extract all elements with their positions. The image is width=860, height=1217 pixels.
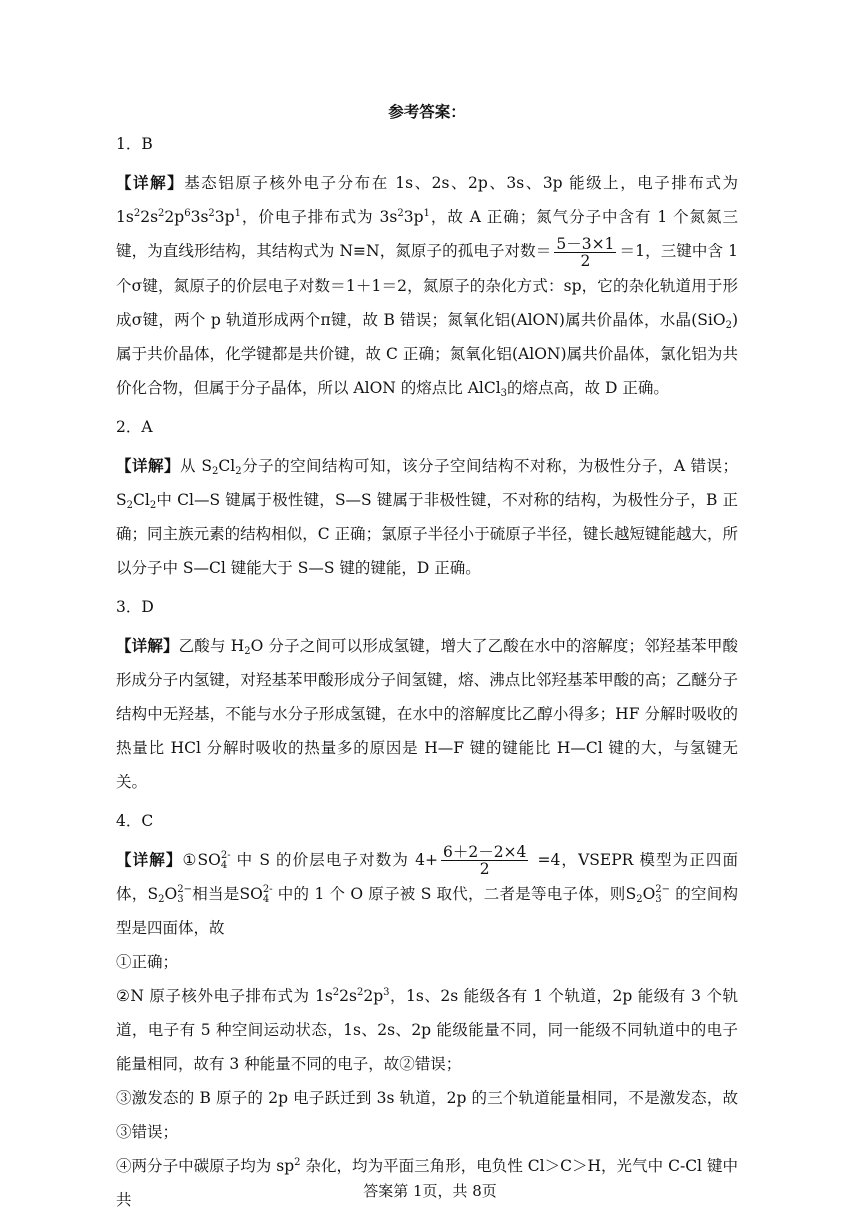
- ion-symbol: S: [147, 885, 159, 903]
- q2-tag: 【详解】: [116, 455, 180, 475]
- q4-heading: 4．C: [116, 811, 154, 830]
- q1-text: ＝1＋1＝2，氮原子的杂化方式：sp，它的杂化轨道用于形成σ键，两个 p 轨道形成两个π键，故 B 错误；氮氧化铝(AlON)属共价晶体，水晶(SiO: [116, 276, 738, 329]
- q4-text: ②N 原子核外电子排布式为 1s: [116, 987, 333, 1005]
- q4-text: ①正确；: [116, 953, 179, 971]
- q1-text: ＝1，三键中含 1 个σ键，氮原子的价层电子对数: [116, 242, 738, 295]
- page-footer: 答案第 1页，共 8页: [363, 1182, 497, 1200]
- answer-page: [116, 100, 738, 1217]
- q4-text: 杂化，均为平面三角形，电负性 Cl＞C＞H，光气中 C-Cl 键中共: [116, 1157, 738, 1209]
- q4-text: ①: [182, 850, 198, 869]
- fraction-numerator: 6＋2－2×4: [442, 843, 527, 861]
- q4-text: =4，VSEPR 模型为正四面体，: [116, 850, 738, 903]
- fraction-denominator: 2: [580, 251, 591, 270]
- q2-text: Cl: [218, 456, 236, 475]
- q1-text: 基态铝原子核外电子分布在 1s、2s、2p、3s、3p 能级上，电子排布式为 1s: [116, 174, 738, 226]
- q4-tag: 【详解】: [116, 849, 183, 869]
- ion-symbol: SO: [197, 850, 221, 869]
- q4-explanation: 【详解】①SO 2- 4 中 S 的价层电子对数为 4+ $\frac{6+2-2\times 4}{2}$ =4，VSEPR 模型为正四面体，$S_2O$ 2− 3 相当是SO 2- 4 中的 1 个 O 原子被 S 取代，二者是等电子体，则$S_2O$ 2− 3 的空间构型是四面体，故 ①正确；: [116, 843, 738, 971]
- q1-text: 式为 N≡N，氮原子的孤电子对数＝: [303, 242, 552, 260]
- q2-text: 中 Cl—S 键属于极性键，S—S 键属于非极性键，不对称的结构，为极性分子，B 正确；同主族元素的结构相似，C 正确；氯原子半径小于硫原子半径，键长越短键能越大，所以分子中 S—Cl 键能大于 S—S 键的键能，D 正确。: [116, 490, 738, 577]
- q3-heading: 3．D: [116, 597, 154, 616]
- q2-text: 从 S: [179, 456, 213, 475]
- q3-text: O 分子之间可以形成氢键，增大了乙酸在水中的溶解度；邻羟基苯甲酸形成分子内氢键，对羟基苯甲酸形成分子间氢键，熔、沸点比邻羟基苯甲酸的高；乙醚分子结构中无羟基，不能与水分子形成氢键，在水中的溶解度比乙醇小得多；HF 分解时吸收的热量比 HCl 分解时吸收的热量多的原因是 H—F 键的键能比 H—Cl 键的大，与氢键无关。: [116, 636, 738, 791]
- q3-tag: 【详解】: [116, 635, 179, 655]
- q4-text: ，1s、2s 能级各有 1 个轨道，2p 能级有 3 个轨道，电子有 5 种空间运动状态，1s、2s、2p 能级能量不同，同一能级不同轨道中的电子能量相同，故有 3 种能量不同的电子，故②错误；: [116, 987, 738, 1073]
- sulfate-ion: SO 2- 4: [197, 849, 231, 871]
- q1-text: ，故 A 正确；氮气分子中含有 1 个氮氮三键，为直线形结构，其结构: [116, 208, 738, 260]
- q4-point-4: ④两分子中碳原子均为 $sp^2$ 杂化，均为平面三角形，电负性 Cl＞C＞H，光气中 C-Cl 键中共: [116, 1157, 738, 1209]
- q4-text: 中 S 的价层电子对数为 4+: [230, 850, 438, 869]
- q4-text: 中的 1 个 O 原子被 S 取代，二者是等电子体，则: [272, 885, 626, 903]
- q1-fraction: [554, 236, 616, 269]
- q1-text: 价电子排布式为 3s: [258, 208, 398, 226]
- q1-text: )属于共价晶体，化学键都是共价键，故 C 正确；氮氧化铝(AlON)属共价晶体，氯化铝为共价化合物，但属于分子晶体，所以 AlON 的熔点比 AlCl: [116, 310, 738, 397]
- q4-text: 相当是: [191, 885, 240, 903]
- q2-heading: 2．A: [116, 417, 153, 436]
- q1-text: 的熔点高，故 D 正确。: [507, 378, 669, 397]
- q3-text: 乙酸与 H: [178, 636, 245, 655]
- q4-point-3: ③激发态的 B 原子的 2p 电子跃迁到 3s 轨道，2p 的三个轨道能量相同，不是激发态，故③错误；: [116, 1089, 738, 1141]
- q4-text: 的空间构型是四面体，故: [116, 885, 738, 937]
- q2-explanation: 【详解】从 $S_2Cl_2$分子的空间结构可知，该分子空间结构不对称，为极性分子，A 错误；$S_2Cl_2$中 Cl—S 键属于极性键，S—S 键属于非极性键，不对称的结构，为极性分子，B 正确；同主族元素的结构相似，C 正确；氯原子半径小于硫原子半径，键长越短键能越大，所以分子中 S—Cl 键能大于 S—S 键的键能，D 正确。: [116, 455, 738, 577]
- fraction-numerator: 5－3×1: [556, 234, 615, 253]
- q3-explanation: 【详解】乙酸与 $H_2O$ 分子之间可以形成氢键，增大了乙酸在水中的溶解度；邻羟基苯甲酸形成分子内氢键，对羟基苯甲酸形成分子间氢键，熔、沸点比邻羟基苯甲酸的高；乙醚分子结构中无羟基，不能与水分子形成氢键，在水中的溶解度比乙醇小得多；HF 分解时吸收的热量比 HCl 分解时吸收的热量多的原因是 H—F 键的键能比 H—Cl 键的大，与氢键无关。: [116, 635, 738, 791]
- q4-fraction: [441, 844, 528, 877]
- q1-explanation: 【详解】基态铝原子核外电子分布在 1s、2s、2p、3s、3p 能级上，电子排布式为 $1s^22s^22p^63s^23p^1$，价电子排布式为 $3s^23p^1$，故 A 正确；氮气分子中含有 1 个氮氮三键，为直线形结构，其结构式为 N≡N，氮原子的孤电子对数＝ $\frac{5-3\times 1}{2}$ ＝1，三键中含 1 个σ键，氮原子的价层电子对数＝1＋1＝2，氮原子的杂化方式：sp，它的杂化轨道用于形成σ键，两个 p 轨道形成两个π键，故 B 错误；氮氧化铝(AlON)属共价晶体，水晶(SiO$_2$)属于共价晶体，化学键都是共价键，故 C 正确；氮氧化铝(AlON)属共价晶体，氯化铝为共价化合物，但属于分子晶体，所以 AlON 的熔点比 AlCl$_3$的熔点高，故 D 正确。: [116, 173, 738, 399]
- fraction-denominator: 2: [479, 860, 490, 878]
- page-title: 参考答案：: [388, 102, 466, 121]
- q1-heading: 1．B: [116, 135, 153, 153]
- q1-text: 3p: [403, 208, 424, 226]
- q1-tag: 【详解】: [116, 173, 185, 192]
- q4-point-2: ②N 原子核外电子排布式为 $1s^22s^22p^3$，1s、2s 能级各有 1 个轨道，2p 能级有 3 个轨道，电子有 5 种空间运动状态，1s、2s、2p 能级能量不同，同一能级不同轨道中的电子能量相同，故有 3 种能量不同的电子，故②错误；: [116, 987, 738, 1073]
- q4-text: ④两分子中碳原子均为 sp: [116, 1157, 295, 1175]
- q2-text: 分子的空间结构可知，该分子空间结构不对称，为极性分子，A 错误；S: [116, 456, 738, 509]
- thiosulfate-ion: $S_2O$ 2− 3: [147, 884, 192, 905]
